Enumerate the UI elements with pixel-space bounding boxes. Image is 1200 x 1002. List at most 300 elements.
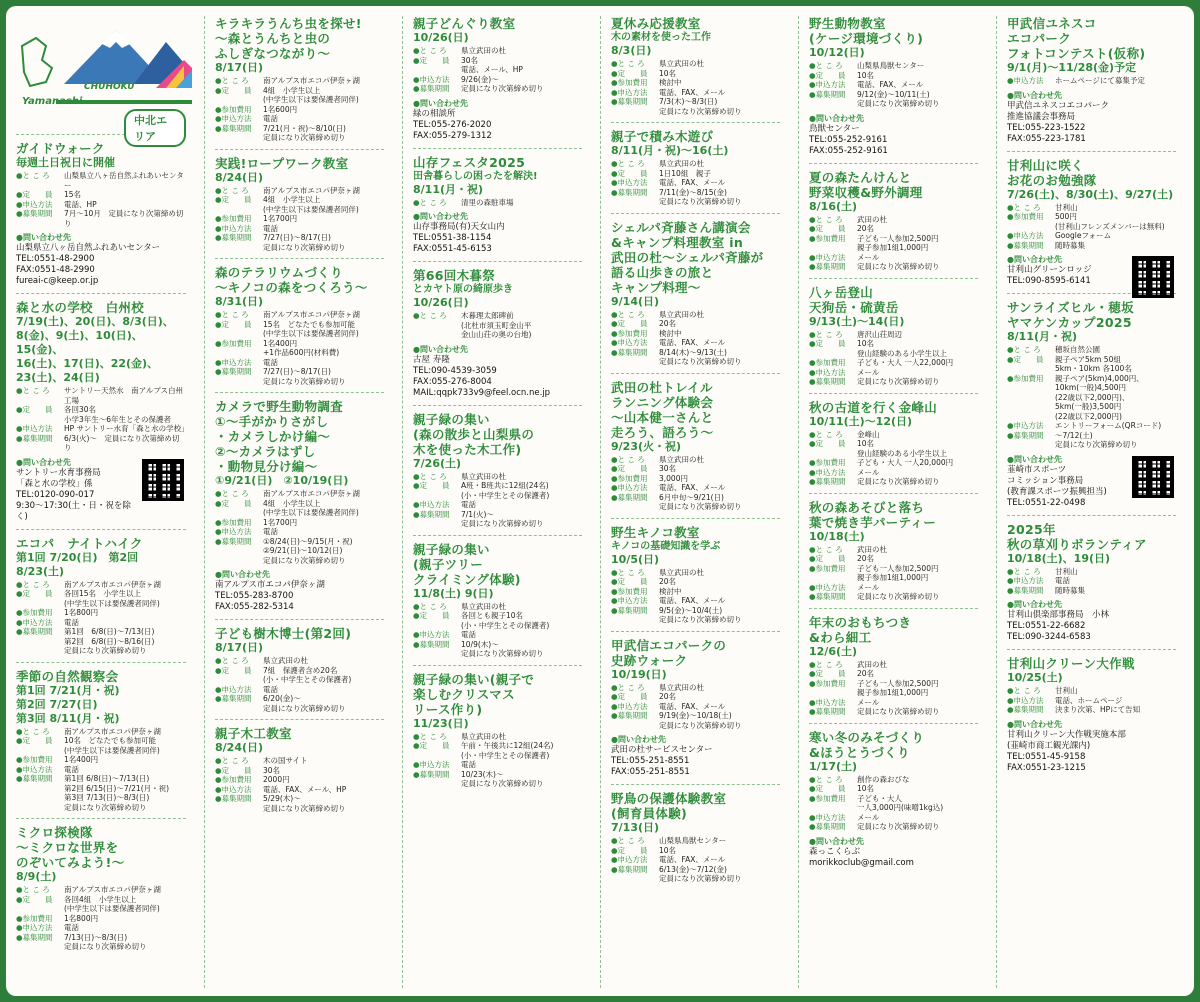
event-dates: 8/9(土) bbox=[16, 870, 57, 883]
column-2 bbox=[204, 16, 390, 988]
detail-value: 各回30名 小学3年生〜6年生とその保護者 bbox=[64, 405, 172, 424]
detail-label: ●と こ ろ bbox=[611, 159, 645, 168]
detail-label: ●申込方法 bbox=[1007, 76, 1044, 85]
event-title: 親子で積み木遊び bbox=[611, 129, 714, 144]
detail-row bbox=[215, 527, 384, 537]
detail-row bbox=[215, 105, 384, 115]
detail-row bbox=[611, 69, 780, 79]
detail-row bbox=[809, 822, 978, 832]
detail-label: ●定 員 bbox=[16, 894, 53, 904]
detail-row bbox=[611, 188, 780, 207]
detail-row bbox=[16, 895, 186, 914]
detail-value: 各回4組 小学生以上 (中学生以下は要保護者同伴) bbox=[64, 894, 160, 913]
detail-row bbox=[215, 214, 384, 224]
event-dates: 8/16(土) bbox=[809, 199, 858, 213]
detail-row bbox=[215, 489, 384, 499]
detail-value: 電話、FAX、メール bbox=[659, 178, 726, 187]
detail-value: 電話 bbox=[1055, 576, 1070, 585]
detail-value: 8/14(木)〜9/13(土) 定員になり次第締め切り bbox=[659, 347, 742, 366]
detail-value: 金峰山 bbox=[857, 429, 880, 439]
detail-value: 7/3(木)〜8/3(日) 定員になり次第締め切り bbox=[659, 97, 742, 116]
detail-row bbox=[611, 587, 780, 597]
detail-value: 〜7/12(土) 定員になり次第締め切り bbox=[1055, 430, 1138, 449]
detail-label: ●定 員 bbox=[611, 168, 648, 178]
detail-value: 武田の杜 bbox=[857, 544, 887, 554]
detail-row bbox=[215, 685, 384, 695]
detail-value: 定員になり次第締め切り bbox=[857, 822, 940, 831]
detail-value: 4組 小学生以上 (中学生以下は要保護者同伴) bbox=[263, 498, 359, 517]
detail-row bbox=[215, 766, 384, 776]
event-details bbox=[16, 727, 186, 813]
detail-label: ●申込方法 bbox=[1007, 231, 1044, 240]
detail-label: ●定 員 bbox=[611, 319, 648, 328]
detail-value: 1名800円 bbox=[64, 608, 99, 617]
detail-row bbox=[1007, 421, 1176, 431]
detail-label: ●募集期間 bbox=[611, 347, 648, 357]
event-details bbox=[611, 159, 780, 207]
detail-row bbox=[1007, 705, 1176, 715]
detail-value: 午前・午後共に12組(24名) (小・中学生とその保護者) bbox=[461, 741, 554, 760]
detail-value: 県立武田の杜 bbox=[659, 59, 704, 68]
column-4 bbox=[600, 16, 786, 988]
detail-row bbox=[809, 813, 978, 823]
detail-row bbox=[611, 596, 780, 606]
detail-value: 県立武田の杜 bbox=[659, 454, 704, 464]
detail-label: ●と こ ろ bbox=[413, 311, 447, 320]
detail-label: ●と こ ろ bbox=[1007, 345, 1041, 354]
detail-value: 20名 bbox=[857, 554, 875, 563]
detail-row bbox=[16, 386, 186, 405]
detail-label: ●募集期間 bbox=[413, 639, 450, 649]
detail-value: 7/21(月・祝)〜8/10(日) 定員になり次第締め切り bbox=[263, 123, 346, 142]
event-block bbox=[215, 392, 384, 613]
event-details bbox=[413, 46, 582, 94]
detail-value: 第1回 6/8(日)〜7/13(日) 第2回 6/8(日)〜8/16(日) 定員になり次第締め切り bbox=[64, 627, 155, 655]
detail-label: ●募集期間 bbox=[215, 536, 252, 546]
detail-row bbox=[413, 611, 582, 630]
contact-block bbox=[16, 232, 186, 287]
detail-label: ●申込方法 bbox=[809, 252, 846, 262]
detail-row bbox=[809, 358, 978, 368]
detail-row bbox=[215, 367, 384, 386]
contact-block bbox=[1007, 454, 1176, 509]
detail-row bbox=[16, 405, 186, 424]
detail-value: 20名 bbox=[659, 692, 677, 701]
detail-row bbox=[413, 311, 582, 340]
area-logo bbox=[16, 16, 186, 143]
detail-label: ●と こ ろ bbox=[215, 310, 249, 319]
detail-row bbox=[215, 320, 384, 339]
detail-label: ●募集期間 bbox=[215, 123, 252, 133]
detail-value: 電話、FAX、メール bbox=[857, 80, 924, 89]
detail-value: 3,000円 bbox=[659, 473, 688, 483]
detail-row bbox=[809, 224, 978, 234]
detail-value: 親子ペア(5km)4,000円、 10km(一般)4,500円 (22歳以下2,000円)、 5km(一般)3,500円 (22歳以下2,000円) bbox=[1055, 373, 1144, 421]
event-details bbox=[1007, 567, 1176, 596]
event-dates: 8/24(日) bbox=[215, 170, 264, 184]
detail-label: ●と こ ろ bbox=[16, 726, 50, 736]
event-dates: 10/5(日) bbox=[611, 552, 660, 566]
event-details bbox=[809, 430, 978, 487]
detail-label: ●申込方法 bbox=[809, 812, 846, 822]
detail-value: 電話、FAX、メール bbox=[659, 855, 726, 864]
detail-value: 1名700円 bbox=[263, 214, 298, 223]
detail-value: 子ども一人参加2,500円 親子参加1組1,000円 bbox=[857, 233, 939, 252]
detail-value: 子ども・大人 一人22,000円 bbox=[857, 358, 954, 367]
detail-value: 武田の杜 bbox=[857, 659, 887, 669]
detail-row bbox=[16, 627, 186, 656]
detail-row bbox=[809, 377, 978, 387]
detail-row bbox=[413, 75, 582, 85]
detail-row bbox=[611, 348, 780, 367]
detail-value: 南アルプス市エコパ伊奈ヶ湖 bbox=[64, 726, 161, 736]
detail-value: 30名 bbox=[659, 464, 677, 473]
detail-row bbox=[413, 84, 582, 94]
event-title: 寒い冬のみそづくり &ほうとうづくり bbox=[809, 729, 925, 760]
detail-value: 4組 小学生以上 (中学生以下は要保護者同伴) bbox=[263, 195, 359, 214]
contact-label: ●問い合わせ先 bbox=[809, 836, 864, 846]
detail-value: 創作の森おびな bbox=[857, 774, 910, 784]
detail-label: ●定 員 bbox=[809, 224, 846, 233]
detail-label: ●と こ ろ bbox=[1007, 686, 1041, 695]
detail-row bbox=[611, 493, 780, 512]
detail-label: ●募集期間 bbox=[413, 769, 450, 779]
event-subtitle: キノコの基礎知識を学ぶ bbox=[611, 540, 721, 552]
detail-row bbox=[16, 736, 186, 755]
detail-row bbox=[809, 468, 978, 478]
detail-row bbox=[809, 330, 978, 340]
detail-row bbox=[1007, 355, 1176, 374]
detail-label: ●募集期間 bbox=[1007, 240, 1044, 250]
detail-row bbox=[611, 88, 780, 98]
event-block bbox=[611, 16, 780, 116]
detail-label: ●募集期間 bbox=[809, 262, 846, 271]
detail-row bbox=[1007, 203, 1176, 213]
event-dates: 11/8(土) 9(日) bbox=[413, 586, 494, 600]
detail-row bbox=[413, 198, 582, 208]
event-details bbox=[809, 660, 978, 717]
event-block bbox=[809, 393, 978, 487]
detail-row bbox=[809, 554, 978, 564]
detail-row bbox=[809, 71, 978, 81]
detail-label: ●定 員 bbox=[16, 589, 53, 598]
detail-row bbox=[1007, 576, 1176, 586]
detail-label: ●と こ ろ bbox=[611, 836, 645, 845]
contact-block bbox=[413, 211, 582, 255]
detail-value: 電話、ホームページ bbox=[1055, 695, 1123, 705]
detail-value: 県立武田の杜 bbox=[659, 682, 704, 692]
detail-label: ●参加費用 bbox=[215, 338, 252, 348]
event-flyer bbox=[6, 6, 1194, 996]
detail-row bbox=[215, 339, 384, 358]
detail-row bbox=[215, 499, 384, 518]
event-title: 年末のおもちつき &わら細工 bbox=[809, 614, 912, 645]
detail-label: ●募集期間 bbox=[809, 707, 846, 716]
detail-row bbox=[611, 319, 780, 329]
detail-value: メール bbox=[857, 812, 880, 822]
detail-value: 電話 bbox=[263, 684, 278, 694]
detail-label: ●申込方法 bbox=[611, 596, 648, 605]
qr-code-icon bbox=[1132, 456, 1174, 498]
detail-row bbox=[215, 794, 384, 813]
detail-value: 電話 bbox=[263, 527, 278, 536]
detail-label: ●募集期間 bbox=[809, 592, 846, 601]
detail-label: ●募集期間 bbox=[1007, 430, 1044, 440]
detail-label bbox=[413, 65, 461, 75]
detail-label: ●と こ ろ bbox=[611, 59, 645, 68]
detail-row bbox=[215, 656, 384, 666]
detail-row bbox=[611, 577, 780, 587]
event-title: 秋の森あそびと落ち 葉で焼き芋パーティー bbox=[809, 499, 937, 530]
detail-row bbox=[809, 61, 978, 71]
detail-row bbox=[809, 215, 978, 225]
detail-label: ●と こ ろ bbox=[413, 46, 447, 55]
detail-value: メール bbox=[857, 367, 880, 377]
detail-value: 電話、HP bbox=[64, 199, 97, 209]
detail-label: ●参加費用 bbox=[1007, 212, 1044, 221]
detail-row bbox=[611, 683, 780, 693]
detail-value: 検討中 bbox=[659, 328, 682, 338]
detail-value: 7/1(火)〜 定員になり次第締め切り bbox=[461, 509, 544, 528]
detail-row bbox=[809, 592, 978, 602]
event-block bbox=[1007, 515, 1176, 644]
contact-label: ●問い合わせ先 bbox=[1007, 600, 1062, 609]
detail-label: ●定 員 bbox=[1007, 354, 1044, 364]
detail-value: 10名 登山経験のある小学生以上 bbox=[857, 439, 947, 458]
detail-value: 電話 bbox=[461, 630, 476, 639]
detail-label: ●募集期間 bbox=[215, 233, 252, 242]
contact-label: ●問い合わせ先 bbox=[611, 735, 666, 744]
contact-label: ●問い合わせ先 bbox=[809, 113, 864, 123]
column-1 bbox=[6, 16, 192, 988]
detail-value: 1名800円 bbox=[64, 913, 99, 923]
detail-value: 随時募集 bbox=[1055, 585, 1085, 595]
detail-value: メール bbox=[857, 252, 880, 262]
detail-value: 電話、FAX、メール、HP bbox=[263, 784, 347, 794]
event-details bbox=[413, 311, 582, 340]
contact-info: 山存事務局(有)天女山内 TEL:0551-38-1154 FAX:0551-45-6153 bbox=[413, 222, 505, 254]
detail-value: 甘利山 bbox=[1055, 686, 1078, 695]
qr-code-icon bbox=[1132, 256, 1174, 298]
detail-value: 4組 小学生以上 (中学生以下は要保護者同伴) bbox=[263, 85, 359, 104]
detail-label: ●と こ ろ bbox=[16, 386, 50, 395]
event-block bbox=[1007, 151, 1176, 288]
detail-row bbox=[16, 200, 186, 210]
detail-row bbox=[809, 545, 978, 555]
detail-label: ●参加費用 bbox=[809, 563, 846, 573]
contact-block bbox=[1007, 90, 1176, 145]
detail-value: 500円 (甘利山フレンズメンバーは無料) bbox=[1055, 212, 1165, 231]
event-block bbox=[16, 818, 186, 952]
detail-label: ●参加費用 bbox=[809, 358, 846, 367]
detail-value: 子ども・大人 一人20,000円 bbox=[857, 458, 954, 467]
contact-label: ●問い合わせ先 bbox=[413, 344, 468, 354]
detail-label: ●と こ ろ bbox=[215, 76, 249, 85]
detail-row bbox=[809, 253, 978, 263]
detail-value: 定員になり次第締め切り bbox=[857, 592, 940, 601]
detail-label: ●と こ ろ bbox=[809, 329, 843, 339]
event-title: ガイドウォーク bbox=[16, 141, 105, 156]
event-details bbox=[1007, 686, 1176, 715]
event-dates: 8/11(月・祝) bbox=[1007, 330, 1078, 343]
detail-label: ●募集期間 bbox=[809, 377, 846, 386]
event-title: 第66回木暮祭 bbox=[413, 268, 495, 283]
detail-row bbox=[809, 439, 978, 458]
event-details bbox=[809, 330, 978, 387]
event-dates: 8/17(日) bbox=[215, 641, 264, 654]
detail-value: 電話 bbox=[263, 357, 278, 367]
detail-row bbox=[611, 865, 780, 884]
detail-label: ●定 員 bbox=[611, 577, 648, 586]
event-title: 親子緑の集い (森の散歩と山梨県の 木を使った木工作) bbox=[413, 411, 535, 457]
detail-value: 定員になり次第締め切り bbox=[857, 262, 940, 271]
detail-row bbox=[809, 669, 978, 679]
contact-block bbox=[1007, 719, 1176, 774]
event-title: キラキラうんち虫を探せ! 〜森とうんちと虫の ふしぎなつながり〜 bbox=[215, 16, 362, 61]
detail-label: ●募集期間 bbox=[16, 433, 53, 443]
event-dates: 11/23(日) bbox=[413, 716, 469, 730]
detail-label: ●募集期間 bbox=[611, 187, 648, 197]
event-details bbox=[215, 186, 384, 253]
event-details bbox=[611, 455, 780, 512]
detail-row bbox=[611, 606, 780, 625]
detail-row bbox=[1007, 374, 1176, 422]
detail-label: ●定 員 bbox=[809, 70, 846, 80]
event-dates: 9/1(月)〜11/28(金)予定 bbox=[1007, 61, 1137, 74]
detail-value: 9/12(金)〜10/11(土) 定員になり次第締め切り bbox=[857, 89, 940, 108]
detail-label: ●と こ ろ bbox=[413, 731, 447, 741]
detail-label: ●申込方法 bbox=[16, 764, 53, 774]
event-title: 野鳥の保護体験教室 (飼育員体験) bbox=[611, 791, 727, 821]
detail-label: ●参加費用 bbox=[809, 678, 846, 688]
event-block bbox=[215, 619, 384, 713]
event-title: 子ども樹木博士(第2回) bbox=[215, 626, 352, 641]
detail-value: 電話、FAX、メール bbox=[659, 596, 726, 605]
detail-row bbox=[1007, 241, 1176, 251]
detail-label: ●申込方法 bbox=[809, 582, 846, 592]
detail-label: ●定 員 bbox=[413, 55, 450, 65]
event-details bbox=[1007, 76, 1176, 86]
qr-code-icon bbox=[142, 459, 184, 501]
event-block bbox=[809, 278, 978, 387]
detail-value: 電話 bbox=[461, 760, 476, 769]
detail-label: ●と こ ろ bbox=[413, 197, 447, 207]
detail-label: ●定 員 bbox=[809, 339, 846, 348]
detail-row bbox=[215, 310, 384, 320]
detail-label: ●申込方法 bbox=[809, 467, 846, 477]
event-title: エコパ ナイトハイク bbox=[16, 535, 143, 551]
detail-label: ●と こ ろ bbox=[215, 656, 249, 665]
event-block bbox=[611, 631, 780, 779]
event-title: 山存フェスタ2025 bbox=[413, 154, 526, 170]
contact-info: 甘利山グリーンロッジ TEL:090-8595-6141 bbox=[1007, 265, 1092, 286]
detail-value: 木の国サイト bbox=[263, 756, 308, 765]
detail-label: ●募集期間 bbox=[809, 89, 846, 99]
detail-value: 南アルプス市エコパ伊奈ヶ湖 bbox=[263, 489, 360, 498]
detail-label: ●定 員 bbox=[413, 741, 450, 750]
event-block bbox=[611, 213, 780, 367]
event-block bbox=[413, 261, 582, 399]
detail-row bbox=[611, 836, 780, 846]
detail-label: ●申込方法 bbox=[413, 500, 450, 509]
event-details bbox=[611, 683, 780, 731]
contact-info: 甘利山クリーン大作戦実施本部 (韮崎市商工観光課内) TEL:0551-45-9158 FAX:0551-23-1215 bbox=[1007, 729, 1126, 773]
detail-label: ●申込方法 bbox=[611, 87, 648, 97]
brand-region: CHUHOKU bbox=[84, 82, 135, 92]
event-block bbox=[611, 122, 780, 207]
detail-value: 9/5(金)〜10/4(土) 定員になり次第締め切り bbox=[659, 605, 742, 624]
detail-value: 10/23(木)〜 定員になり次第締め切り bbox=[461, 769, 544, 788]
detail-label: ●募集期間 bbox=[413, 509, 450, 519]
contact-label: ●問い合わせ先 bbox=[413, 98, 468, 108]
detail-label: ●申込方法 bbox=[809, 697, 846, 707]
contact-block bbox=[413, 344, 582, 399]
event-details bbox=[413, 198, 582, 208]
event-details bbox=[215, 656, 384, 713]
detail-value: 10名 bbox=[857, 70, 875, 80]
detail-value: 10/9(木)〜 定員になり次第締め切り bbox=[461, 639, 544, 658]
detail-label: ●募集期間 bbox=[809, 822, 846, 831]
detail-value: 南アルプス市エコパ伊奈ヶ湖 bbox=[263, 185, 360, 195]
detail-label: ●募集期間 bbox=[809, 477, 846, 486]
event-title: 八ヶ岳登山 天狗岳・硫黄岳 bbox=[809, 284, 899, 315]
detail-label: ●参加費用 bbox=[215, 517, 252, 527]
contact-label: ●問い合わせ先 bbox=[1007, 719, 1062, 729]
detail-label: ●と こ ろ bbox=[809, 544, 843, 554]
event-block bbox=[809, 493, 978, 602]
detail-value: 決まり次第、HPにて告知 bbox=[1055, 705, 1141, 714]
event-block bbox=[611, 373, 780, 512]
detail-value: 甘利山 bbox=[1055, 566, 1078, 576]
detail-label: ●募集期間 bbox=[611, 97, 648, 106]
detail-value: 1名600円 bbox=[263, 104, 298, 114]
detail-label: ●申込方法 bbox=[611, 855, 648, 864]
event-dates: 10/26(日) bbox=[413, 31, 469, 44]
detail-row bbox=[1007, 212, 1176, 231]
event-title: 野生キノコ教室 bbox=[611, 524, 700, 540]
detail-value: 1名400円 +1作品600円(材料費) bbox=[263, 338, 340, 357]
detail-row bbox=[16, 424, 189, 434]
detail-label: ●と こ ろ bbox=[215, 185, 249, 195]
detail-label: ●と こ ろ bbox=[611, 682, 645, 692]
detail-row bbox=[611, 338, 780, 348]
event-details bbox=[611, 836, 780, 884]
detail-label: ●申込方法 bbox=[16, 424, 53, 433]
detail-row bbox=[16, 589, 186, 608]
detail-label: ●申込方法 bbox=[215, 527, 252, 536]
detail-value: 県立武田の杜 bbox=[461, 601, 506, 611]
event-details bbox=[16, 386, 189, 453]
contact-label: ●問い合わせ先 bbox=[215, 570, 270, 579]
detail-row bbox=[1007, 431, 1176, 450]
detail-value: 山梨県鳥獣センター bbox=[857, 61, 925, 70]
event-block bbox=[809, 16, 978, 157]
detail-value: A班・B班共に12組(24名) (小・中学生とその保護者) bbox=[461, 481, 550, 500]
detail-label: ●定 員 bbox=[215, 319, 252, 329]
event-title: 森のテラリウムづくり 〜キノコの森をつくろう〜 bbox=[215, 265, 368, 295]
detail-label: ●参加費用 bbox=[16, 755, 53, 764]
detail-row bbox=[809, 477, 978, 487]
event-title: 親子どんぐり教室 bbox=[413, 16, 516, 31]
detail-row bbox=[611, 178, 780, 188]
detail-label: ●申込方法 bbox=[16, 199, 53, 209]
event-block bbox=[215, 258, 384, 386]
event-title: 甘利山に咲く お花のお勉強隊 bbox=[1007, 157, 1097, 188]
event-block bbox=[413, 148, 582, 256]
event-dates: 10/25(土) bbox=[1007, 671, 1063, 684]
detail-value: 20名 bbox=[659, 319, 677, 328]
contact-block bbox=[809, 113, 978, 157]
